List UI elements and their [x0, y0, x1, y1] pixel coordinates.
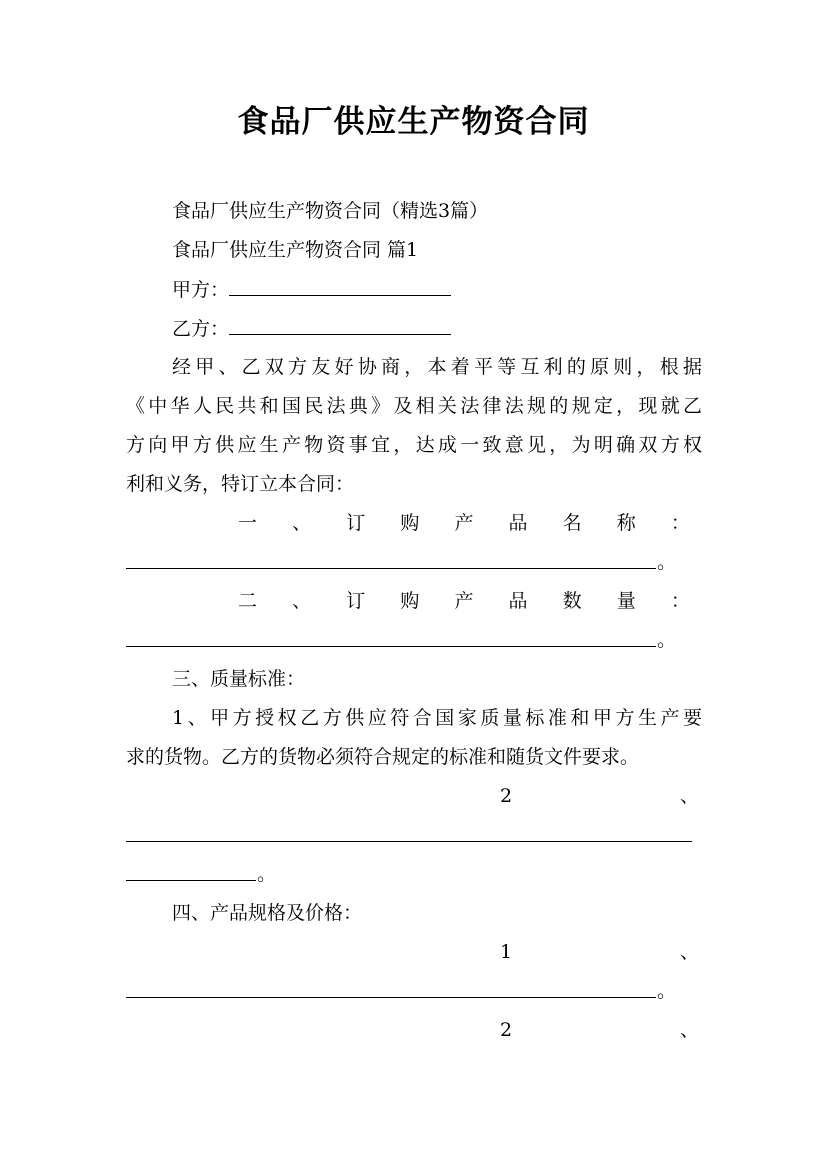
clause2-heading: 二 、 订 购 产 品 数 量 ： [238, 590, 690, 612]
party-b-label: 乙方： [172, 318, 230, 340]
clause1-period: 。 [657, 551, 677, 573]
clause3-item2-comma: 、 [680, 785, 700, 807]
clause3-item2-blank-1 [126, 841, 692, 842]
clause2-blank [126, 646, 656, 647]
clause4-item2-comma: 、 [680, 1019, 700, 1041]
preamble-line-3: 方向甲方供应生产物资事宜，达成一致意见，为明确双方权 [126, 434, 702, 456]
party-b-blank [229, 315, 451, 335]
document-subtitle: 食品厂供应生产物资合同（精选3篇） [172, 200, 489, 222]
clause4-item2-number: 2 [500, 1019, 513, 1041]
clause2-period: 。 [657, 629, 677, 651]
clause3-item2-blank-2 [126, 880, 256, 881]
preamble-line-1: 经甲、乙双方友好协商，本着平等互利的原则，根据 [172, 356, 702, 378]
preamble-line-4: 利和义务，特订立本合同： [126, 473, 355, 495]
clause3-heading: 三、质量标准： [172, 668, 306, 690]
clause4-item1-blank [126, 997, 656, 998]
party-a-blank [229, 276, 451, 296]
party-a-line [172, 276, 451, 303]
clause3-item1-line1: 1、甲方授权乙方供应符合国家质量标准和甲方生产要 [172, 707, 702, 729]
clause4-heading: 四、产品规格及价格： [172, 902, 363, 924]
clause4-item1-number: 1 [500, 941, 513, 963]
clause4-item1-comma: 、 [680, 941, 700, 963]
clause3-item2-period: 。 [257, 863, 277, 885]
preamble-line-2: 《中华人民共和国民法典》及相关法律法规的规定，现就乙 [126, 395, 702, 417]
clause1-heading: 一 、 订 购 产 品 名 称 ： [238, 512, 690, 534]
document-title: 食品厂供应生产物资合同 [237, 104, 590, 140]
clause4-item1-period: 。 [657, 980, 677, 1002]
clause1-blank [126, 568, 656, 569]
party-a-label: 甲方： [172, 279, 230, 301]
clause3-item2-number: 2 [500, 785, 513, 807]
clause3-item1-line2: 求的货物。乙方的货物必须符合规定的标准和随货文件要求。 [126, 746, 640, 768]
party-b-line [172, 315, 451, 342]
section-heading: 食品厂供应生产物资合同 篇1 [172, 239, 419, 261]
